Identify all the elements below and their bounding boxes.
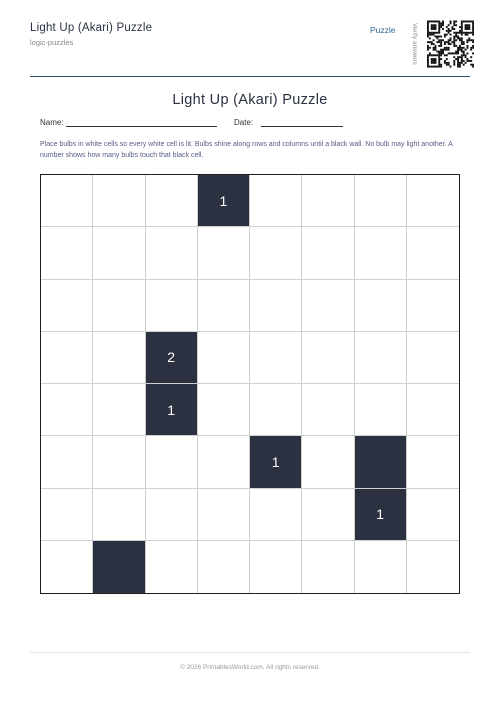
qr-code-icon[interactable]	[427, 16, 474, 72]
white-cell[interactable]	[41, 436, 93, 488]
header-subtitle: logic-puzzles	[30, 38, 74, 47]
white-cell[interactable]	[302, 384, 354, 436]
numbered-black-cell: 1	[355, 489, 407, 541]
white-cell[interactable]	[250, 332, 302, 384]
white-cell[interactable]	[93, 175, 145, 227]
black-cell	[355, 436, 407, 488]
numbered-black-cell: 1	[146, 384, 198, 436]
white-cell[interactable]	[146, 227, 198, 279]
white-cell[interactable]	[41, 280, 93, 332]
white-cell[interactable]	[302, 489, 354, 541]
date-field[interactable]	[261, 126, 343, 127]
white-cell[interactable]	[355, 384, 407, 436]
verify-label: Verify answers	[411, 23, 417, 65]
black-cell	[93, 541, 145, 593]
white-cell[interactable]	[407, 384, 459, 436]
white-cell[interactable]	[93, 227, 145, 279]
white-cell[interactable]	[41, 175, 93, 227]
white-cell[interactable]	[41, 541, 93, 593]
white-cell[interactable]	[41, 489, 93, 541]
white-cell[interactable]	[407, 227, 459, 279]
white-cell[interactable]	[198, 227, 250, 279]
white-cell[interactable]	[407, 436, 459, 488]
white-cell[interactable]	[302, 280, 354, 332]
instructions: Place bulbs in white cells so every white cell is lit. Bulbs shine along rows and columns until a black wall. No bulb may light another. A number shows how many bulbs touch that black cell.	[40, 141, 453, 159]
puzzle-board	[40, 174, 460, 594]
white-cell[interactable]	[407, 280, 459, 332]
white-cell[interactable]	[146, 436, 198, 488]
white-cell[interactable]	[355, 541, 407, 593]
name-label: Name:	[40, 118, 64, 127]
white-cell[interactable]	[250, 489, 302, 541]
white-cell[interactable]	[41, 332, 93, 384]
white-cell[interactable]	[198, 489, 250, 541]
page-title: Light Up (Akari) Puzzle	[172, 92, 328, 108]
white-cell[interactable]	[198, 541, 250, 593]
white-cell[interactable]	[407, 489, 459, 541]
white-cell[interactable]	[302, 541, 354, 593]
category-badge[interactable]: Puzzle	[370, 25, 396, 35]
white-cell[interactable]	[198, 280, 250, 332]
white-cell[interactable]	[250, 280, 302, 332]
white-cell[interactable]	[302, 436, 354, 488]
white-cell[interactable]	[93, 332, 145, 384]
white-cell[interactable]	[146, 280, 198, 332]
white-cell[interactable]	[93, 489, 145, 541]
white-cell[interactable]	[250, 227, 302, 279]
white-cell[interactable]	[355, 227, 407, 279]
footer-copyright: © 2026 PrintablesWorld.com. All rights reserved.	[180, 664, 320, 671]
name-field[interactable]	[66, 126, 217, 127]
white-cell[interactable]	[41, 227, 93, 279]
white-cell[interactable]	[355, 175, 407, 227]
white-cell[interactable]	[146, 541, 198, 593]
white-cell[interactable]	[198, 436, 250, 488]
white-cell[interactable]	[146, 175, 198, 227]
header-divider	[30, 76, 470, 77]
numbered-black-cell: 1	[198, 175, 250, 227]
white-cell[interactable]	[302, 175, 354, 227]
date-label: Date:	[234, 118, 254, 127]
white-cell[interactable]	[198, 332, 250, 384]
white-cell[interactable]	[198, 384, 250, 436]
white-cell[interactable]	[93, 280, 145, 332]
white-cell[interactable]	[302, 227, 354, 279]
numbered-black-cell: 2	[146, 332, 198, 384]
white-cell[interactable]	[93, 384, 145, 436]
white-cell[interactable]	[407, 541, 459, 593]
numbered-black-cell: 1	[250, 436, 302, 488]
white-cell[interactable]	[407, 175, 459, 227]
white-cell[interactable]	[355, 332, 407, 384]
white-cell[interactable]	[41, 384, 93, 436]
header-title: Light Up (Akari) Puzzle	[30, 22, 153, 34]
white-cell[interactable]	[93, 436, 145, 488]
white-cell[interactable]	[250, 175, 302, 227]
white-cell[interactable]	[355, 280, 407, 332]
white-cell[interactable]	[250, 541, 302, 593]
footer-divider	[30, 652, 470, 653]
white-cell[interactable]	[146, 489, 198, 541]
white-cell[interactable]	[250, 384, 302, 436]
white-cell[interactable]	[407, 332, 459, 384]
white-cell[interactable]	[302, 332, 354, 384]
